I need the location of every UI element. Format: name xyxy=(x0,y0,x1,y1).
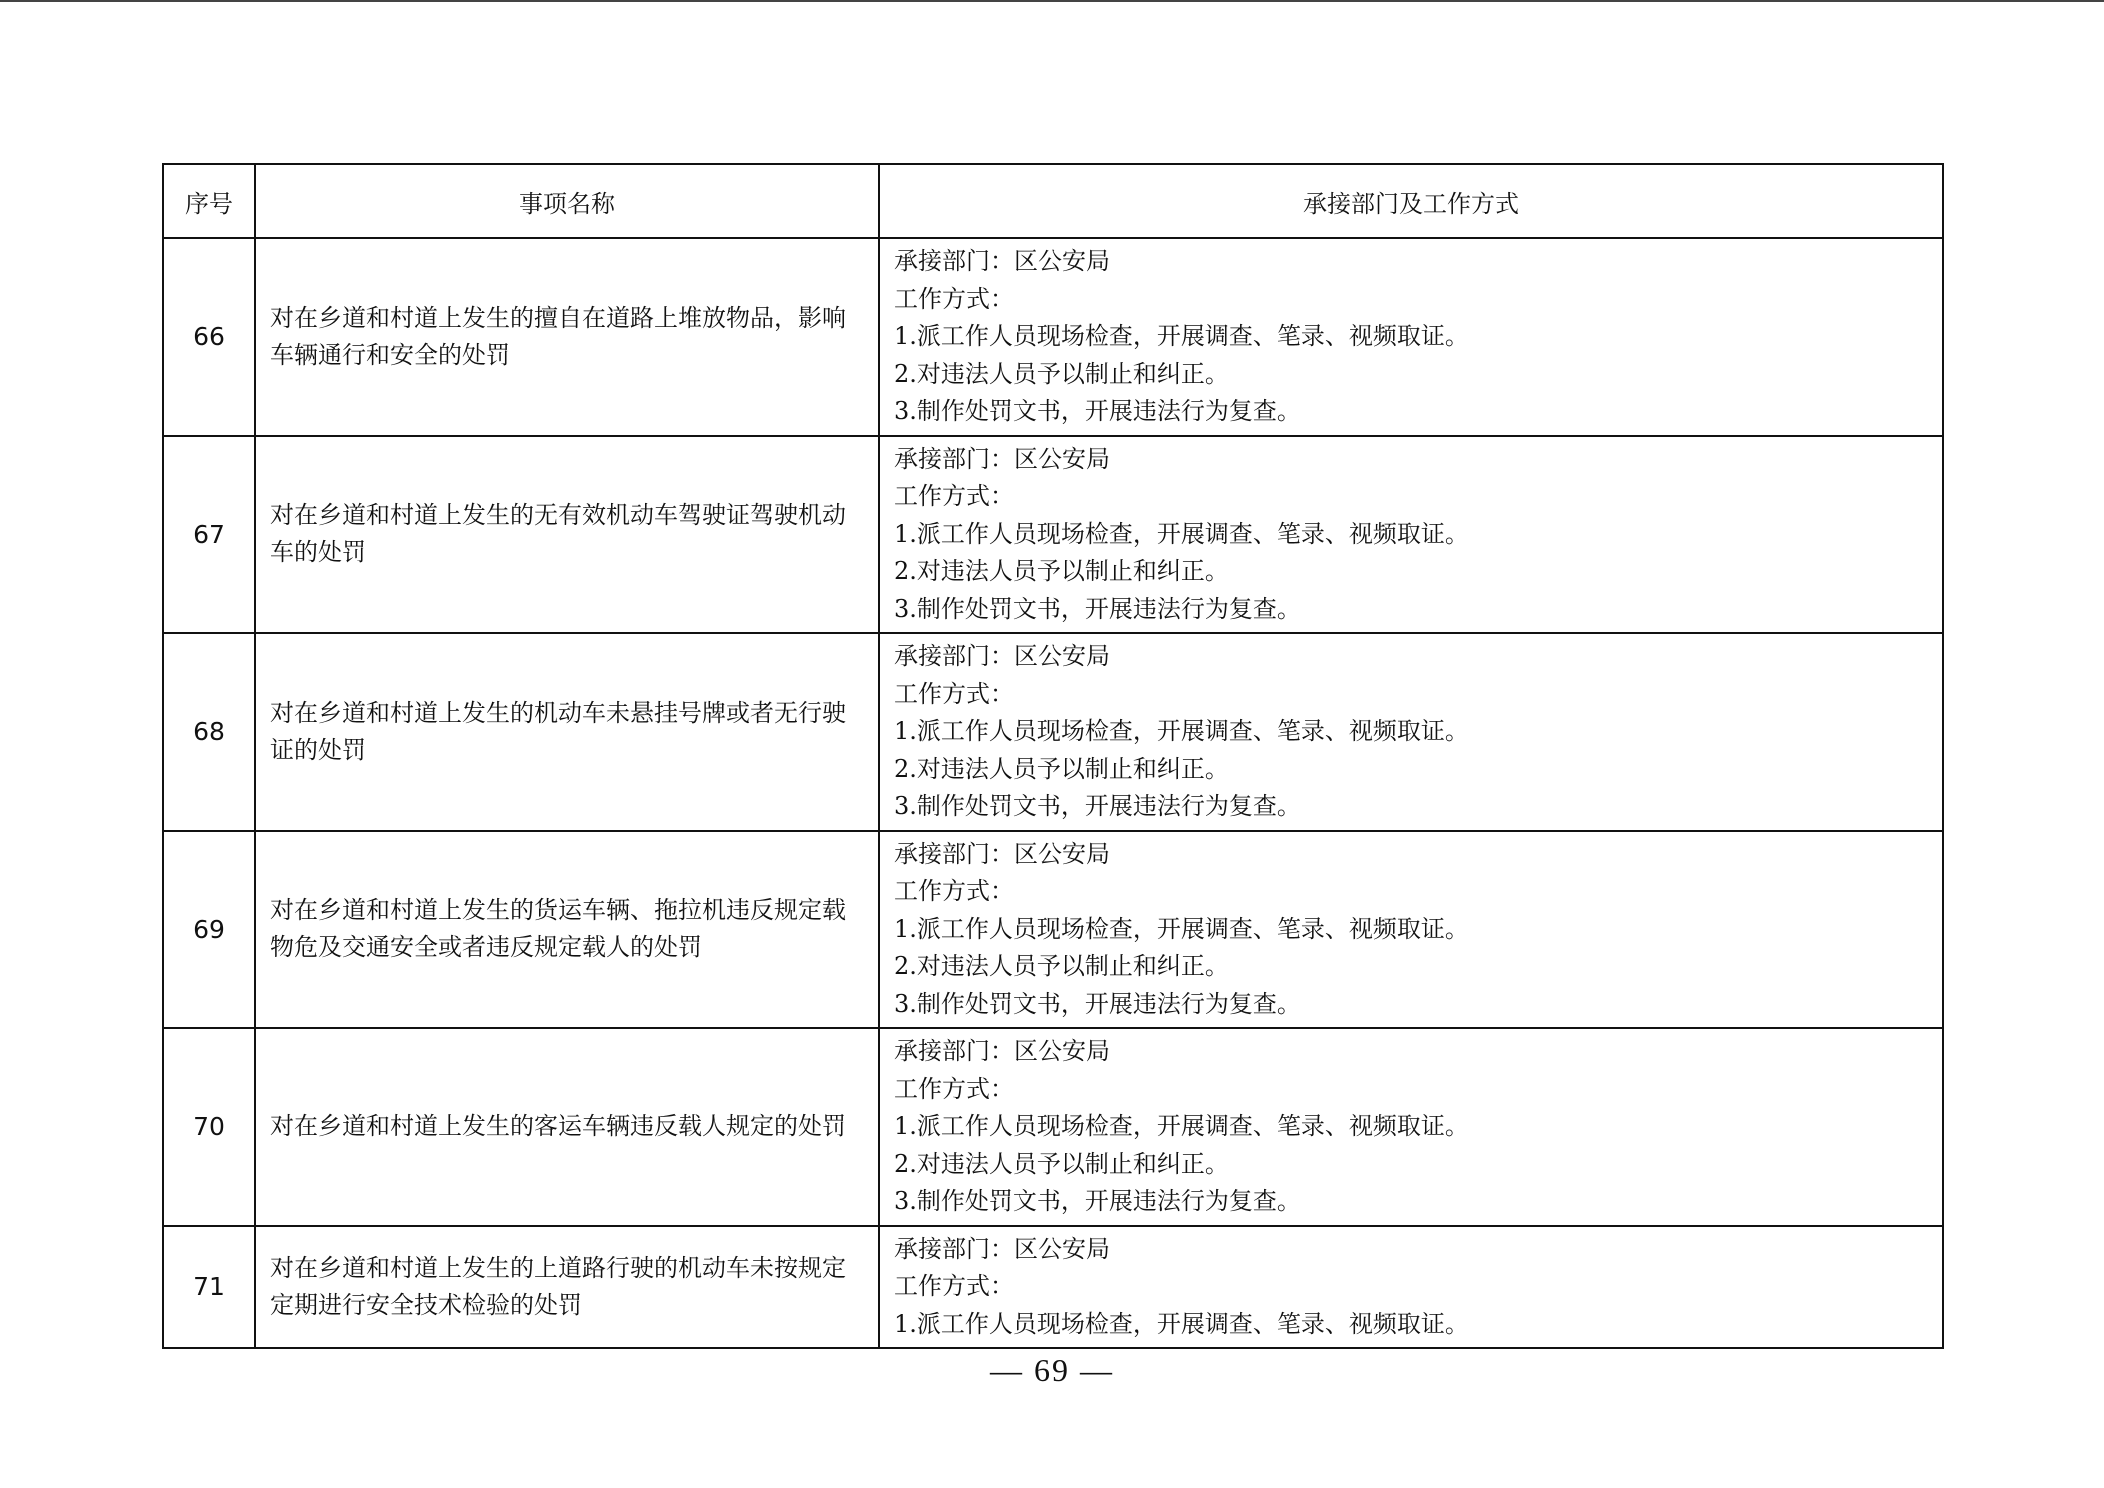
row-dept xyxy=(879,1028,1943,1226)
dept-line: 3.制作处罚文书，开展违法行为复查。 xyxy=(894,397,1301,425)
row-seq: 71 xyxy=(163,1226,255,1349)
row-seq: 70 xyxy=(163,1028,255,1226)
row-dept xyxy=(879,1226,1943,1349)
header-seq: 序号 xyxy=(163,164,255,238)
row-seq: 68 xyxy=(163,633,255,831)
table-row xyxy=(163,1226,1943,1349)
dept-line: 2.对违法人员予以制止和纠正。 xyxy=(894,359,1229,388)
dept-line: 2.对违法人员予以制止和纠正。 xyxy=(894,754,1229,783)
dept-line: 3.制作处罚文书，开展违法行为复查。 xyxy=(894,594,1301,623)
dept-line: 1.派工作人员现场检查，开展调查、笔录、视频取证。 xyxy=(894,1112,1469,1140)
row-dept xyxy=(879,238,1943,436)
row-name: 对在乡道和村道上发生的无有效机动车驾驶证驾驶机动车的处罚 xyxy=(255,436,879,634)
page-number: — 69 — xyxy=(990,1352,1114,1388)
row-seq: 67 xyxy=(163,436,255,634)
dept-line: 2.对违法人员予以制止和纠正。 xyxy=(894,557,1229,585)
row-name: 对在乡道和村道上发生的擅自在道路上堆放物品，影响车辆通行和安全的处罚 xyxy=(255,238,879,436)
table-row xyxy=(163,633,1943,831)
dept-line: 工作方式： xyxy=(894,877,1014,905)
dept-line: 1.派工作人员现场检查，开展调查、笔录、视频取证。 xyxy=(894,717,1469,745)
dept-line: 承接部门：区公安局 xyxy=(894,839,1110,868)
dept-line: 1.派工作人员现场检查，开展调查、笔录、视频取证。 xyxy=(894,519,1469,548)
dept-line: 工作方式： xyxy=(894,679,1014,708)
dept-line: 1.派工作人员现场检查，开展调查、笔录、视频取证。 xyxy=(894,322,1469,350)
dept-line: 2.对违法人员予以制止和纠正。 xyxy=(894,952,1229,980)
items-table xyxy=(162,163,1944,1349)
row-dept xyxy=(879,831,1943,1029)
row-name: 对在乡道和村道上发生的货运车辆、拖拉机违反规定载物危及交通安全或者违反规定载人的处罚 xyxy=(255,831,879,1029)
row-seq: 66 xyxy=(163,238,255,436)
row-name: 对在乡道和村道上发生的机动车未悬挂号牌或者无行驶证的处罚 xyxy=(255,633,879,831)
dept-line: 3.制作处罚文书，开展违法行为复查。 xyxy=(894,989,1301,1018)
table-row xyxy=(163,1028,1943,1226)
dept-line: 1.派工作人员现场检查，开展调查、笔录、视频取证。 xyxy=(894,914,1469,943)
dept-line: 3.制作处罚文书，开展违法行为复查。 xyxy=(894,1187,1301,1215)
dept-line: 工作方式： xyxy=(894,1272,1014,1300)
dept-line: 承接部门：区公安局 xyxy=(894,1234,1110,1263)
header-name: 事项名称 xyxy=(255,164,879,238)
table-row xyxy=(163,238,1943,436)
header-dept: 承接部门及工作方式 xyxy=(879,164,1943,238)
table-row xyxy=(163,436,1943,634)
dept-line: 承接部门：区公安局 xyxy=(894,247,1110,275)
dept-line: 2.对违法人员予以制止和纠正。 xyxy=(894,1149,1229,1178)
row-dept xyxy=(879,436,1943,634)
row-seq: 69 xyxy=(163,831,255,1029)
dept-line: 承接部门：区公安局 xyxy=(894,444,1110,473)
dept-line: 承接部门：区公安局 xyxy=(894,642,1110,670)
table-row xyxy=(163,831,1943,1029)
top-border-rule xyxy=(0,0,2104,2)
table-header-row xyxy=(163,164,1943,238)
row-name: 对在乡道和村道上发生的上道路行驶的机动车未按规定定期进行安全技术检验的处罚 xyxy=(255,1226,879,1349)
dept-line: 3.制作处罚文书，开展违法行为复查。 xyxy=(894,792,1301,820)
row-dept xyxy=(879,633,1943,831)
dept-line: 工作方式： xyxy=(894,284,1014,313)
dept-line: 工作方式： xyxy=(894,1074,1014,1103)
dept-line: 工作方式： xyxy=(894,482,1014,510)
dept-line: 承接部门：区公安局 xyxy=(894,1037,1110,1065)
row-name: 对在乡道和村道上发生的客运车辆违反载人规定的处罚 xyxy=(255,1028,879,1226)
dept-line: 1.派工作人员现场检查，开展调查、笔录、视频取证。 xyxy=(894,1309,1469,1338)
